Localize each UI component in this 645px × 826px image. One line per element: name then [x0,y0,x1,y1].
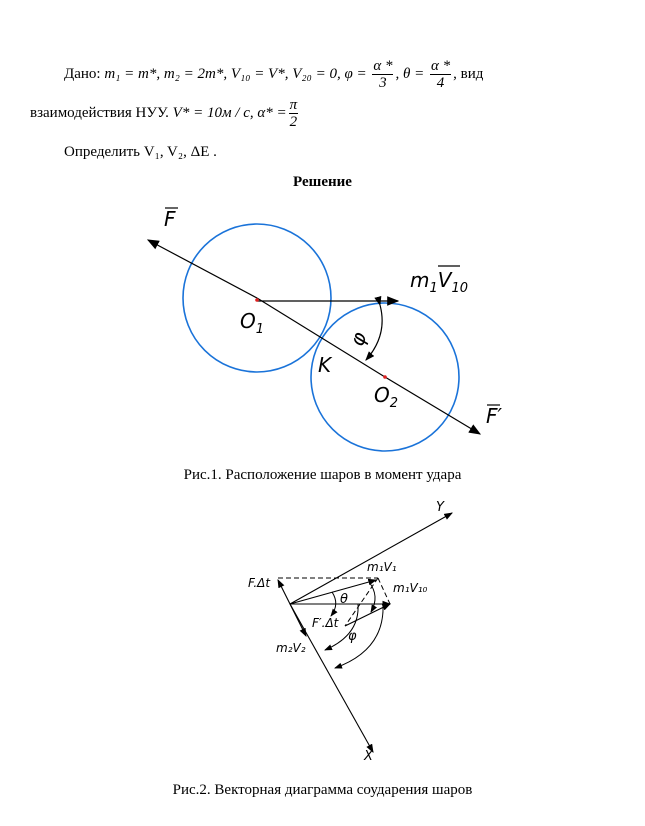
theta-formula: , θ = [395,66,428,82]
small-arc [369,582,375,612]
figure2-caption: Рис.2. Векторная диаграмма соударения шаров [172,782,473,798]
label-theta: θ [340,592,348,607]
vector-F-dt [278,580,290,604]
label-F: F [164,207,176,231]
label-m2V2: m₂V₂ [276,641,306,655]
axis-Y [290,513,452,604]
find-text: Определить V₁, V₂, ΔE . [64,144,217,160]
label-F-prime-dt: F′.Δt [312,616,339,630]
center-O2-dot [383,375,387,379]
label-X: X [364,749,373,764]
solution-heading: Решение [293,174,352,190]
dashed-right [378,578,390,604]
label-phi: φ [344,328,372,350]
label-F-dt: F.Δt [248,576,271,590]
given-label: Дано: [64,66,101,82]
phi-angle-arc [366,305,382,360]
label-phi-2: φ [348,629,357,644]
given-formula: m₁ = m*, m₂ = 2m*, V₁₀ = V*, V₂₀ = 0, φ = [104,66,371,82]
given2-text: взаимодействия НУУ. [30,105,169,121]
theta-fraction: $\frac{\alpha *}{4}$ [430,58,451,92]
label-O1: $O_1$ [240,309,265,337]
center-O1-dot [255,298,259,302]
label-Y: Y [436,500,444,515]
label-O2: $O_2$ [374,383,399,411]
phi-fraction: $\frac{\alpha *}{3}$ [373,58,393,92]
force-F-prime-arrow [385,377,480,434]
alpha-fraction: $\frac{\pi}{2}$ [289,97,298,131]
given-tail: , вид [453,66,484,82]
dashed-mid [345,578,378,626]
label-m1V1: m₁V₁ [367,560,397,574]
label-K: K [318,353,332,377]
phi-arc-2 [335,604,383,668]
figure1-caption: Рис.1. Расположение шаров в момент удара [183,467,462,483]
label-m1V10: m₁V₁₀ [393,581,428,595]
given2-formula: V* = 10м / с, α* = [172,105,287,121]
label-m1V10: $m_1V_{10}$ [410,268,468,296]
vector-m2V2 [290,604,306,636]
figure-2 [248,500,452,764]
label-F-prime: F′ [486,404,503,428]
